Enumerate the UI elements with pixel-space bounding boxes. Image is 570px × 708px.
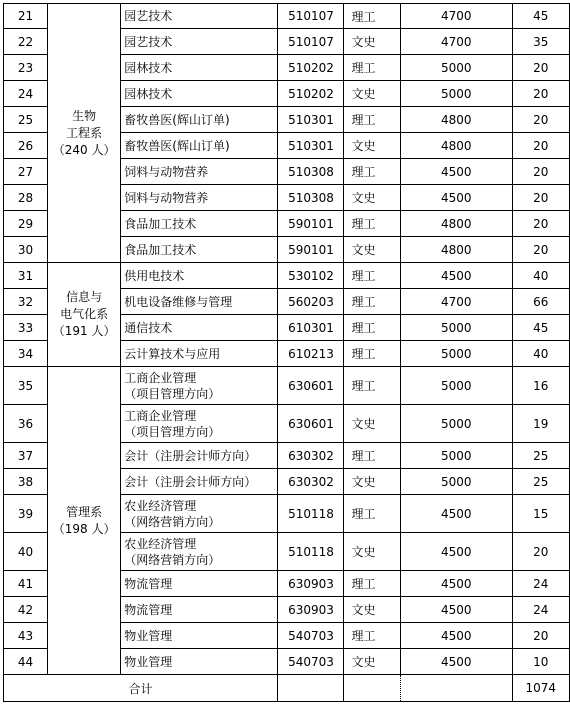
subject-type: 理工 [343, 367, 400, 405]
table-row [4, 367, 570, 405]
plan-count: 20 [512, 107, 569, 133]
major-code: 630903 [278, 571, 343, 597]
department-name-line: 工程系 [66, 125, 103, 140]
tuition-fee: 5000 [400, 55, 512, 81]
major-code: 610213 [278, 341, 343, 367]
plan-count: 19 [512, 405, 569, 443]
major-name: 机电设备维修与管理 [121, 289, 278, 315]
row-number: 28 [4, 185, 48, 211]
row-number: 30 [4, 237, 48, 263]
empty-cell [278, 675, 343, 702]
major-name-line: 农业经济管理 [124, 536, 197, 551]
major-code: 540703 [278, 623, 343, 649]
row-number: 41 [4, 571, 48, 597]
plan-count: 20 [512, 237, 569, 263]
major-name-line: 农业经济管理 [124, 498, 197, 513]
row-number: 23 [4, 55, 48, 81]
subject-type: 文史 [343, 597, 400, 623]
row-number: 44 [4, 649, 48, 675]
tuition-fee: 4800 [400, 211, 512, 237]
major-direction: （网络营销方向） [124, 552, 221, 567]
subject-type: 理工 [343, 571, 400, 597]
major-code: 630601 [278, 367, 343, 405]
major-code: 510301 [278, 107, 343, 133]
major-code: 510301 [278, 133, 343, 159]
major-name: 饲料与动物营养 [121, 159, 278, 185]
major-name: 园林技术 [121, 55, 278, 81]
major-name [121, 405, 278, 443]
table-row [4, 263, 570, 289]
major-code: 560203 [278, 289, 343, 315]
tuition-fee: 4700 [400, 4, 512, 29]
plan-count: 15 [512, 495, 569, 533]
subject-type: 文史 [343, 405, 400, 443]
subject-type: 理工 [343, 159, 400, 185]
row-number: 33 [4, 315, 48, 341]
subject-type: 理工 [343, 211, 400, 237]
row-number: 29 [4, 211, 48, 237]
major-code: 590101 [278, 211, 343, 237]
subject-type: 理工 [343, 4, 400, 29]
major-name: 物业管理 [121, 623, 278, 649]
subject-type: 理工 [343, 341, 400, 367]
department-count: （191 人） [52, 324, 116, 338]
subject-type: 理工 [343, 623, 400, 649]
empty-cell [400, 675, 512, 702]
major-code: 630601 [278, 405, 343, 443]
plan-count: 45 [512, 4, 569, 29]
plan-count: 20 [512, 211, 569, 237]
major-name: 畜牧兽医(辉山订单) [121, 107, 278, 133]
subject-type: 文史 [343, 29, 400, 55]
tuition-fee: 4800 [400, 237, 512, 263]
major-name: 园艺技术 [121, 29, 278, 55]
plan-count: 20 [512, 55, 569, 81]
subject-type: 文史 [343, 649, 400, 675]
tuition-fee: 4700 [400, 289, 512, 315]
total-plan: 1074 [512, 675, 569, 702]
total-row [4, 675, 570, 702]
tuition-fee: 4500 [400, 495, 512, 533]
department-cell [48, 263, 121, 367]
plan-count: 20 [512, 81, 569, 107]
subject-type: 理工 [343, 315, 400, 341]
major-code: 510107 [278, 4, 343, 29]
subject-type: 理工 [343, 495, 400, 533]
department-cell [48, 4, 121, 263]
subject-type: 文史 [343, 133, 400, 159]
major-code: 510202 [278, 81, 343, 107]
row-number: 27 [4, 159, 48, 185]
plan-count: 45 [512, 315, 569, 341]
subject-type: 理工 [343, 55, 400, 81]
row-number: 21 [4, 4, 48, 29]
tuition-fee: 4500 [400, 623, 512, 649]
major-code: 510118 [278, 533, 343, 571]
tuition-fee: 5000 [400, 469, 512, 495]
major-name [121, 533, 278, 571]
row-number: 24 [4, 81, 48, 107]
plan-count: 24 [512, 571, 569, 597]
plan-count: 20 [512, 623, 569, 649]
major-name [121, 367, 278, 405]
subject-type: 理工 [343, 289, 400, 315]
tuition-fee: 4500 [400, 597, 512, 623]
plan-count: 66 [512, 289, 569, 315]
major-name: 食品加工技术 [121, 237, 278, 263]
major-name: 食品加工技术 [121, 211, 278, 237]
plan-count: 20 [512, 533, 569, 571]
major-name: 会计（注册会计师方向） [121, 443, 278, 469]
subject-type: 文史 [343, 533, 400, 571]
tuition-fee: 4500 [400, 263, 512, 289]
subject-type: 文史 [343, 81, 400, 107]
major-name: 会计（注册会计师方向） [121, 469, 278, 495]
major-name: 物流管理 [121, 597, 278, 623]
major-code: 630302 [278, 443, 343, 469]
department-name-line: 信息与 [66, 290, 103, 304]
major-name [121, 495, 278, 533]
tuition-fee: 4500 [400, 185, 512, 211]
department-cell [48, 367, 121, 675]
tuition-fee: 4500 [400, 649, 512, 675]
department-name-line: 管理系 [66, 504, 103, 519]
subject-type: 文史 [343, 469, 400, 495]
major-name: 园艺技术 [121, 4, 278, 29]
total-label: 合计 [4, 675, 278, 702]
tuition-fee: 5000 [400, 315, 512, 341]
major-name: 畜牧兽医(辉山订单) [121, 133, 278, 159]
plan-count: 25 [512, 443, 569, 469]
major-code: 510308 [278, 185, 343, 211]
major-name: 供用电技术 [121, 263, 278, 289]
row-number: 22 [4, 29, 48, 55]
major-code: 510118 [278, 495, 343, 533]
major-code: 630302 [278, 469, 343, 495]
tuition-fee: 5000 [400, 443, 512, 469]
department-name-line: 生物 [72, 108, 97, 123]
major-code: 610301 [278, 315, 343, 341]
major-name-line: 工商企业管理 [124, 408, 197, 423]
major-name: 物流管理 [121, 571, 278, 597]
major-code: 510202 [278, 55, 343, 81]
tuition-fee: 4500 [400, 571, 512, 597]
major-code: 540703 [278, 649, 343, 675]
row-number: 39 [4, 495, 48, 533]
subject-type: 文史 [343, 185, 400, 211]
tuition-fee: 4700 [400, 29, 512, 55]
tuition-fee: 4500 [400, 533, 512, 571]
major-name: 通信技术 [121, 315, 278, 341]
plan-count: 20 [512, 185, 569, 211]
plan-count: 10 [512, 649, 569, 675]
tuition-fee: 5000 [400, 81, 512, 107]
row-number: 40 [4, 533, 48, 571]
empty-cell [343, 675, 400, 702]
row-number: 26 [4, 133, 48, 159]
plan-count: 20 [512, 133, 569, 159]
row-number: 32 [4, 289, 48, 315]
subject-type: 理工 [343, 107, 400, 133]
tuition-fee: 5000 [400, 405, 512, 443]
row-number: 35 [4, 367, 48, 405]
major-code: 530102 [278, 263, 343, 289]
row-number: 31 [4, 263, 48, 289]
row-number: 43 [4, 623, 48, 649]
tuition-fee: 4800 [400, 107, 512, 133]
plan-count: 40 [512, 341, 569, 367]
major-code: 510107 [278, 29, 343, 55]
major-code: 590101 [278, 237, 343, 263]
plan-count: 40 [512, 263, 569, 289]
tuition-fee: 5000 [400, 367, 512, 405]
major-direction: （网络营销方向） [124, 514, 221, 529]
row-number: 42 [4, 597, 48, 623]
plan-count: 24 [512, 597, 569, 623]
row-number: 34 [4, 341, 48, 367]
row-number: 37 [4, 443, 48, 469]
major-name: 物业管理 [121, 649, 278, 675]
plan-count: 20 [512, 159, 569, 185]
major-code: 510308 [278, 159, 343, 185]
department-count: （240 人） [52, 142, 116, 157]
department-count: （198 人） [52, 521, 116, 536]
subject-type: 文史 [343, 237, 400, 263]
major-direction: （项目管理方向） [124, 386, 221, 401]
major-name: 云计算技术与应用 [121, 341, 278, 367]
major-name-line: 工商企业管理 [124, 370, 197, 385]
row-number: 36 [4, 405, 48, 443]
tuition-fee: 4500 [400, 159, 512, 185]
plan-count: 25 [512, 469, 569, 495]
plan-count: 35 [512, 29, 569, 55]
tuition-fee: 4800 [400, 133, 512, 159]
row-number: 25 [4, 107, 48, 133]
plan-count: 16 [512, 367, 569, 405]
table-row [4, 4, 570, 29]
subject-type: 理工 [343, 263, 400, 289]
major-name: 饲料与动物营养 [121, 185, 278, 211]
row-number: 38 [4, 469, 48, 495]
major-direction: （项目管理方向） [124, 424, 221, 439]
major-code: 630903 [278, 597, 343, 623]
tuition-fee: 5000 [400, 341, 512, 367]
department-name-line: 电气化系 [60, 307, 109, 321]
major-name: 园林技术 [121, 81, 278, 107]
subject-type: 理工 [343, 443, 400, 469]
admission-plan-table [3, 3, 570, 702]
